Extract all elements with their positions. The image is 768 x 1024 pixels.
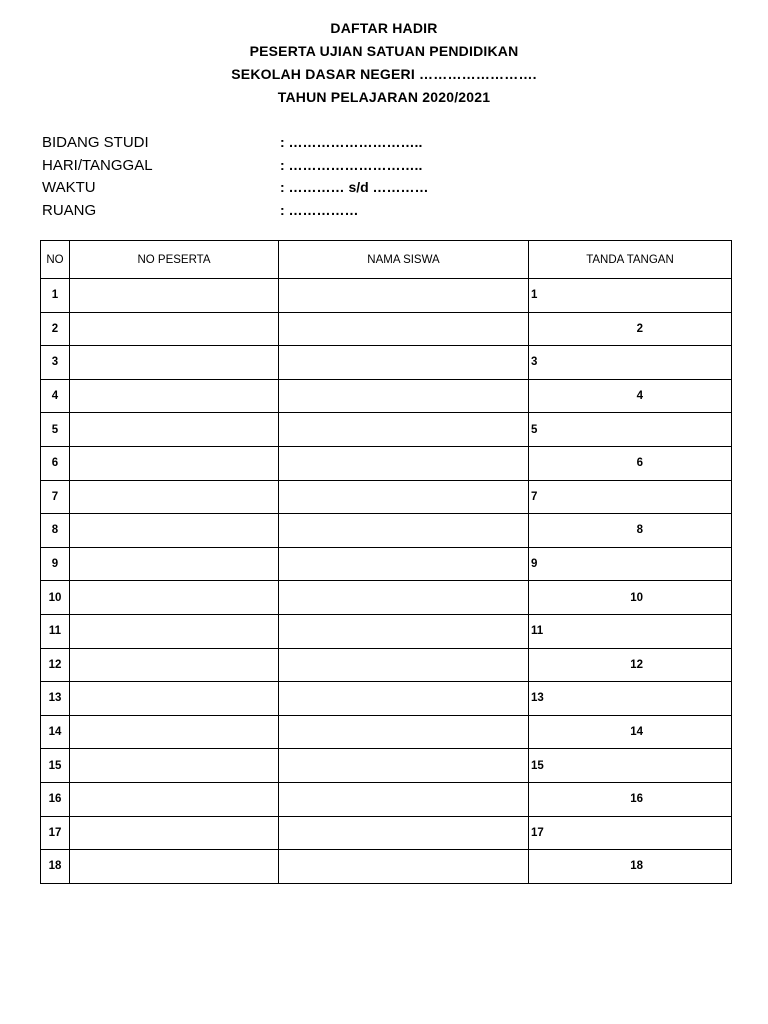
student-name-cell [279,480,529,514]
table-row [41,547,732,581]
signature-cell: 14 [529,715,732,749]
participant-number-cell [70,749,279,783]
row-number-cell: 4 [41,379,70,413]
participant-number-cell [70,682,279,716]
student-name-cell [279,413,529,447]
column-header-participant-number: NO PESERTA [70,241,279,279]
signature-cell: 4 [529,379,732,413]
row-number-cell: 14 [41,715,70,749]
participant-number-cell [70,446,279,480]
table-row [41,816,732,850]
signature-cell: 16 [529,782,732,816]
table-row [41,749,732,783]
table-row [41,346,732,380]
signature-cell: 6 [529,446,732,480]
table-row [41,581,732,615]
date-value: : ……………………….. [280,157,423,173]
student-name-cell [279,782,529,816]
student-name-cell [279,346,529,380]
student-name-cell [279,379,529,413]
time-label: WAKTU [42,179,96,196]
signature-cell: 13 [529,682,732,716]
column-header-no: NO [41,241,70,279]
student-name-cell [279,446,529,480]
table-row [41,379,732,413]
row-number-cell: 18 [41,850,70,884]
student-name-cell [279,749,529,783]
participant-number-cell [70,715,279,749]
row-number-cell: 12 [41,648,70,682]
participant-number-cell [70,782,279,816]
table-row [41,614,732,648]
signature-cell: 11 [529,614,732,648]
table-row [41,715,732,749]
signature-cell: 10 [529,581,732,615]
signature-cell: 2 [529,312,732,346]
subject-label: BIDANG STUDI [42,134,149,151]
signature-cell: 18 [529,850,732,884]
participant-number-cell [70,581,279,615]
date-label: HARI/TANGGAL [42,157,153,174]
row-number-cell: 11 [41,614,70,648]
table-row [41,413,732,447]
signature-cell: 15 [529,749,732,783]
document-subtitle: PESERTA UJIAN SATUAN PENDIDIKAN [249,43,519,59]
table-row [41,480,732,514]
school-name-line: SEKOLAH DASAR NEGERI ……………………. [231,66,537,82]
column-header-signature: TANDA TANGAN [529,241,732,279]
signature-cell: 8 [529,514,732,548]
table-row [41,682,732,716]
room-value: : …………… [280,202,359,218]
participant-number-cell [70,614,279,648]
room-label: RUANG [42,202,97,219]
signature-cell: 5 [529,413,732,447]
participant-number-cell [70,547,279,581]
signature-cell: 3 [529,346,732,380]
row-number-cell: 10 [41,581,70,615]
row-number-cell: 3 [41,346,70,380]
row-number-cell: 9 [41,547,70,581]
participant-number-cell [70,514,279,548]
student-name-cell [279,514,529,548]
row-number-cell: 6 [41,446,70,480]
student-name-cell [279,547,529,581]
student-name-cell [279,850,529,884]
subject-value: : ……………………….. [280,134,423,150]
participant-number-cell [70,413,279,447]
time-value: : ………… s/d ………… [280,179,429,195]
row-number-cell: 2 [41,312,70,346]
participant-number-cell [70,648,279,682]
table-row [41,312,732,346]
student-name-cell [279,279,529,313]
row-number-cell: 7 [41,480,70,514]
student-name-cell [279,816,529,850]
column-header-student-name: NAMA SISWA [279,241,529,279]
table-row [41,446,732,480]
row-number-cell: 13 [41,682,70,716]
attendance-table [40,240,732,884]
student-name-cell [279,312,529,346]
participant-number-cell [70,850,279,884]
row-number-cell: 8 [41,514,70,548]
row-number-cell: 1 [41,279,70,313]
participant-number-cell [70,279,279,313]
table-row [41,782,732,816]
signature-cell: 9 [529,547,732,581]
row-number-cell: 15 [41,749,70,783]
signature-cell: 17 [529,816,732,850]
row-number-cell: 5 [41,413,70,447]
student-name-cell [279,648,529,682]
participant-number-cell [70,346,279,380]
participant-number-cell [70,379,279,413]
row-number-cell: 17 [41,816,70,850]
participant-number-cell [70,312,279,346]
participant-number-cell [70,816,279,850]
table-row [41,648,732,682]
table-row [41,850,732,884]
row-number-cell: 16 [41,782,70,816]
table-row [41,279,732,313]
signature-cell: 7 [529,480,732,514]
student-name-cell [279,581,529,615]
participant-number-cell [70,480,279,514]
table-row [41,514,732,548]
table-header-row [41,241,732,279]
academic-year-line: TAHUN PELAJARAN 2020/2021 [277,89,491,105]
student-name-cell [279,614,529,648]
student-name-cell [279,715,529,749]
student-name-cell [279,682,529,716]
document-title: DAFTAR HADIR [330,20,438,36]
signature-cell: 12 [529,648,732,682]
signature-cell: 1 [529,279,732,313]
